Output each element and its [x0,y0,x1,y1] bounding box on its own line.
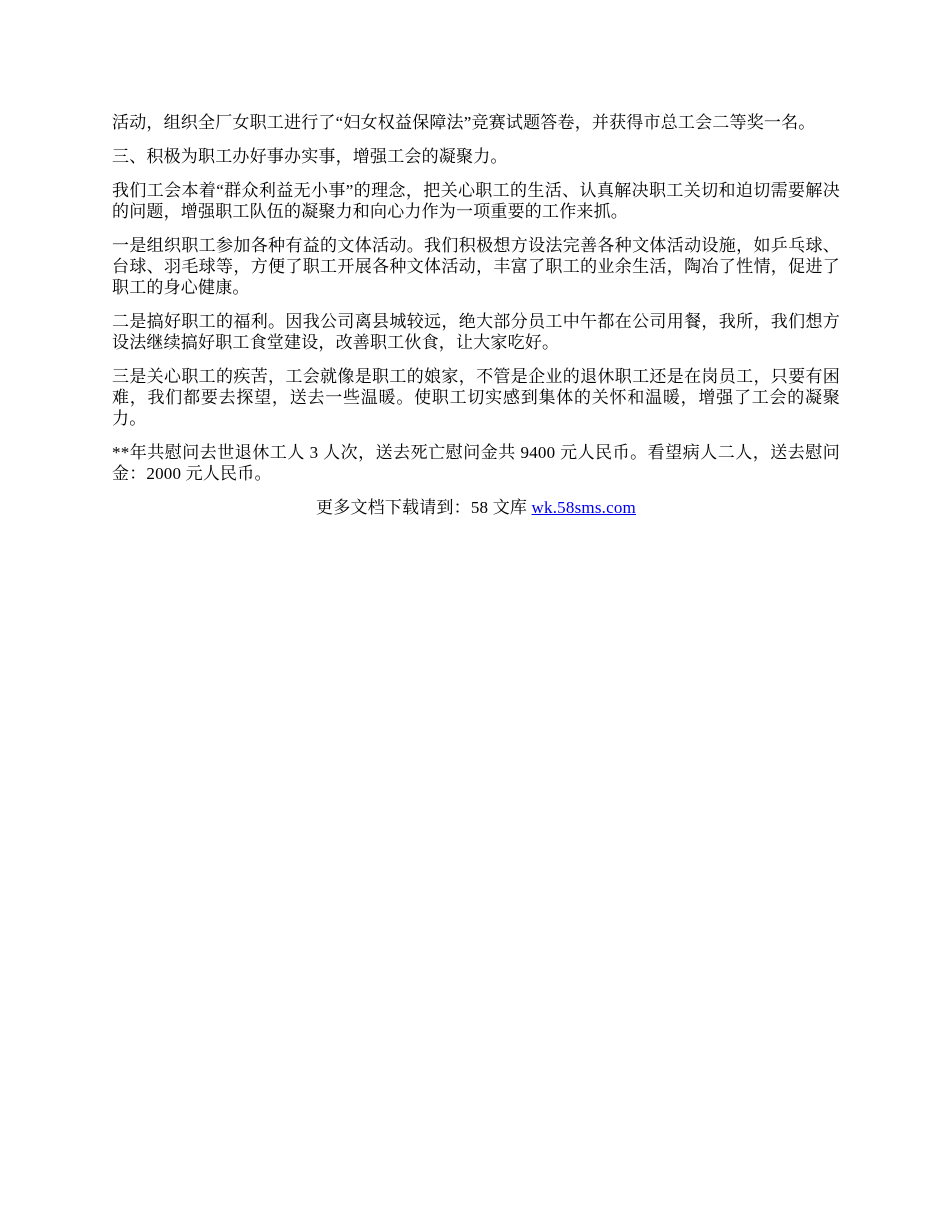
footer-text: 更多文档下载请到：58 文库 [316,498,532,517]
paragraph-cultural-activities: 一是组织职工参加各种有益的文体活动。我们积极想方设法完善各种文体活动设施，如乒乓球、台球、羽毛球等，方便了职工开展各种文体活动，丰富了职工的业余生活，陶冶了性情，促进了职工的身心健康。 [112,236,840,297]
paragraph-activity-continuation: 活动，组织全厂女职工进行了“妇女权益保障法”竞赛试题答卷，并获得市总工会二等奖一名。 [112,113,816,132]
paragraph-condolence-summary: **年共慰问去世退休工人 3 人次，送去死亡慰问金共 9400 元人民币。看望病人二人，送去慰问金：2000 元人民币。 [112,443,840,483]
document-body [112,112,840,518]
footer-link[interactable]: wk.58sms.com [531,498,636,517]
paragraph-employee-care: 三是关心职工的疾苦，工会就像是职工的娘家，不管是企业的退休职工还是在岗员工，只要有困难，我们都要去探望，送去一些温暖。使职工切实感到集体的关怀和温暖，增强了工会的凝聚力。 [112,367,840,428]
section-heading-three: 三、积极为职工办好事办实事，增强工会的凝聚力。 [112,147,508,166]
paragraph-employee-welfare: 二是搞好职工的福利。因我公司离县城较远，绝大部分员工中午都在公司用餐，我所，我们想方设法继续搞好职工食堂建设，改善职工伙食，让大家吃好。 [112,312,840,352]
download-footer [112,497,840,518]
paragraph-union-philosophy: 我们工会本着“群众利益无小事”的理念，把关心职工的生活、认真解决职工关切和迫切需要解决的问题，增强职工队伍的凝聚力和向心力作为一项重要的工作来抓。 [112,181,840,221]
